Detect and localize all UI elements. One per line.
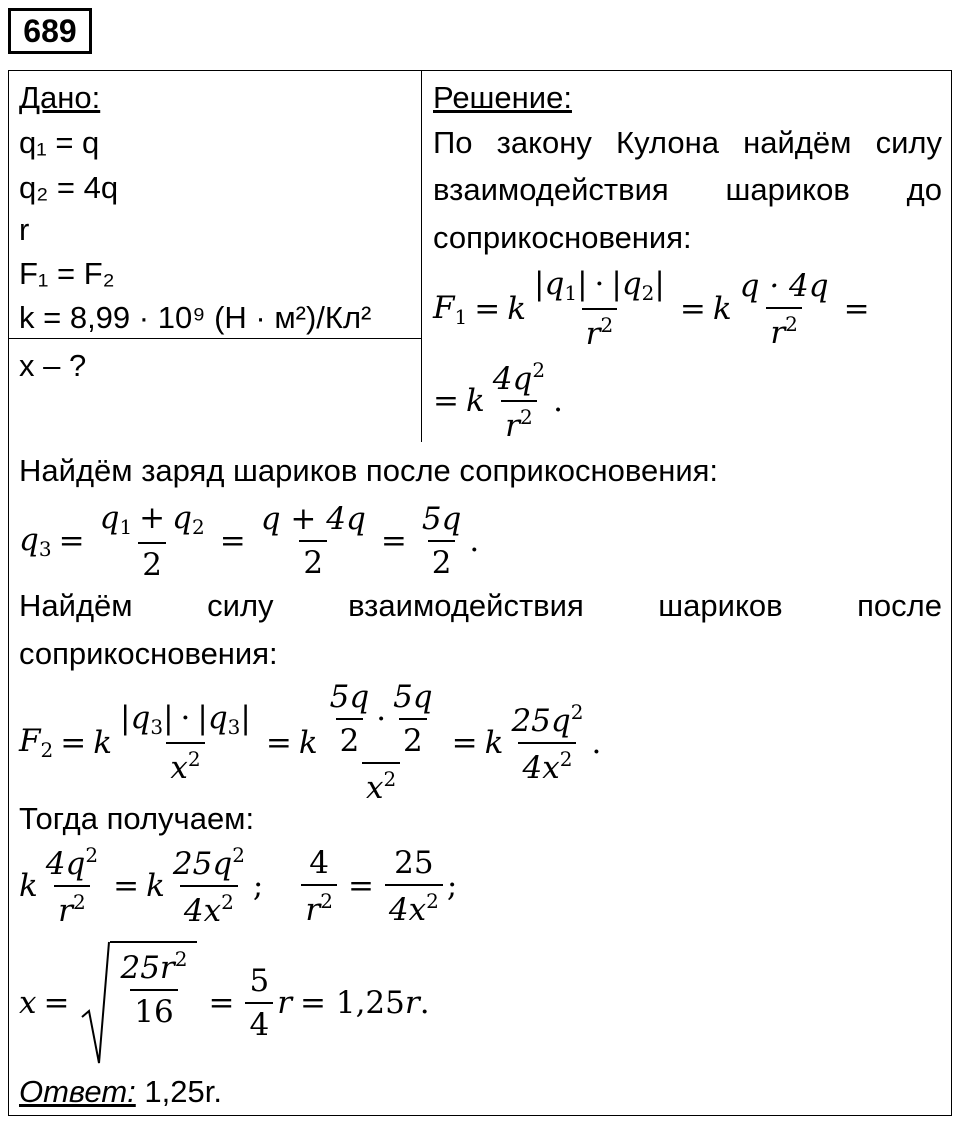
- f2-symbol: $F_2$: [19, 723, 54, 762]
- formula-f1-result: = k $\frac{4q^2}{r^2}$ .: [433, 358, 563, 444]
- fraction: $\frac{4q^2}{r^2}$: [45, 843, 99, 929]
- charge-text: Найдём заряд шариков после соприкосновения:: [19, 453, 719, 488]
- coefficient-k: k: [712, 291, 732, 327]
- fraction: $\frac{|q_3| \cdot |q_3|}{x^2}$: [120, 699, 251, 786]
- radical-sign-icon: [80, 941, 110, 1065]
- square-root: [80, 941, 197, 1065]
- coefficient-k: k: [465, 383, 485, 419]
- fraction: $\frac{4q^2}{r^2}$: [492, 358, 546, 444]
- word: По: [433, 125, 473, 160]
- f1-symbol: $F_1$: [433, 289, 468, 329]
- coefficient-k: k: [93, 724, 113, 761]
- equals-sign: =: [58, 523, 85, 559]
- solution-intro-line-1: [433, 127, 942, 158]
- then-text: Тогда получаем:: [19, 801, 255, 836]
- coefficient-k: k: [298, 724, 318, 761]
- solution-intro-line-3: соприкосновения:: [433, 220, 692, 255]
- word: найдём: [743, 125, 852, 160]
- word: после: [857, 588, 942, 623]
- fraction: $\frac{25}{4x^2}$: [385, 845, 443, 928]
- equals-sign: =: [219, 523, 246, 559]
- equals-sign: =: [208, 985, 235, 1021]
- word: взаимодействия: [348, 588, 584, 623]
- equals-sign: =: [451, 724, 478, 761]
- answer-line: [19, 1076, 222, 1107]
- coefficient-k: k: [146, 868, 165, 904]
- word: до: [906, 172, 942, 207]
- problem-number: 689: [8, 8, 92, 54]
- given-divider-vertical: [421, 70, 422, 442]
- formula-f2: $F_2$ = k $\frac{|q_3| \cdot |q_3|}{x^2}$ = k $\frac{5q}{2}$ · $\frac{5q}{2}$ $x^2$ = k $\frac{25q^2}{4x^2}$ .: [19, 679, 602, 806]
- equals-sign: =: [265, 724, 292, 761]
- equals-sign: =: [347, 868, 374, 904]
- equals-sign: =: [474, 291, 501, 327]
- given-line-r: r: [19, 212, 30, 247]
- equals-sign: =: [380, 523, 407, 559]
- coefficient-k: k: [19, 868, 38, 904]
- given-heading: Дано:: [19, 80, 101, 115]
- solution-heading: Решение:: [433, 80, 572, 115]
- equals-sign: =: [60, 724, 87, 761]
- given-divider-horizontal: [8, 338, 421, 339]
- word: шариков: [725, 172, 850, 207]
- word: закону: [496, 125, 592, 160]
- equals-sign: =: [43, 985, 70, 1021]
- fraction: $\frac{25q^2}{4x^2}$: [172, 843, 245, 929]
- find-line: x – ?: [19, 348, 87, 383]
- fraction: $\frac{|q_1| \cdot |q_2|}{r^2}$: [534, 266, 665, 352]
- fraction: $\frac{25q^2}{4x^2}$: [511, 699, 584, 786]
- equals-sign: =: [679, 291, 706, 327]
- fraction: $\frac{q \cdot 4q}{r^2}$: [739, 267, 829, 351]
- coefficient-k: k: [484, 724, 504, 761]
- answer-label: Ответ:: [19, 1074, 136, 1109]
- formula-equality: k $\frac{4q^2}{r^2}$ = k $\frac{25q^2}{4x^2}$ ; $\frac{4}{r^2}$ = $\frac{25}{4x^2}$ ;: [19, 843, 458, 929]
- coefficient-k: k: [507, 291, 527, 327]
- solution-intro-line-2: [433, 174, 942, 205]
- word: силу: [875, 125, 942, 160]
- fraction: $\frac{5}{4}$: [245, 963, 273, 1043]
- fraction: $\frac{q + 4q}{2}$: [260, 501, 366, 581]
- word: Найдём: [19, 588, 133, 623]
- given-line-f: F₁ = F₂: [19, 256, 115, 291]
- word: шариков: [658, 588, 783, 623]
- given-line-q1: q₁ = q: [19, 125, 100, 160]
- word: взаимодействия: [433, 172, 669, 207]
- fraction: $\frac{5q}{2}$: [421, 501, 462, 581]
- formula-x-result: x = $\frac{25r^2}{16}$ = $\frac{5}{4}$ r = 1,25 r .: [19, 938, 430, 1068]
- force2-line-2: соприкосновения:: [19, 636, 278, 671]
- answer-value: 1,25r.: [135, 1074, 222, 1109]
- formula-f1: [433, 268, 877, 350]
- given-line-k: k = 8,99 · 10⁹ (Н · м²)/Кл²: [19, 300, 372, 335]
- given-line-q2: q₂ = 4q: [19, 170, 119, 205]
- fraction: $\frac{25r^2}{16}$: [120, 947, 188, 1030]
- fraction: $\frac{q_1 + q_2}{2}$: [99, 499, 205, 583]
- fraction: $\frac{4}{r^2}$: [301, 845, 337, 928]
- equals-sign: =: [843, 291, 870, 327]
- word: Кулона: [616, 125, 719, 160]
- q3-symbol: $q_3$: [19, 521, 52, 561]
- force2-line-1: [19, 590, 942, 621]
- formula-q3: $q_3$ = $\frac{q_1 + q_2}{2}$ = $\frac{q + 4q}{2}$ = $\frac{5q}{2}$ .: [19, 499, 480, 583]
- fraction: $\frac{5q}{2}$ · $\frac{5q}{2}$ $x^2$: [329, 679, 433, 806]
- equals-sign: =: [433, 383, 459, 419]
- word: силу: [207, 588, 274, 623]
- x-symbol: x: [19, 985, 37, 1021]
- equals-sign: =: [113, 868, 140, 904]
